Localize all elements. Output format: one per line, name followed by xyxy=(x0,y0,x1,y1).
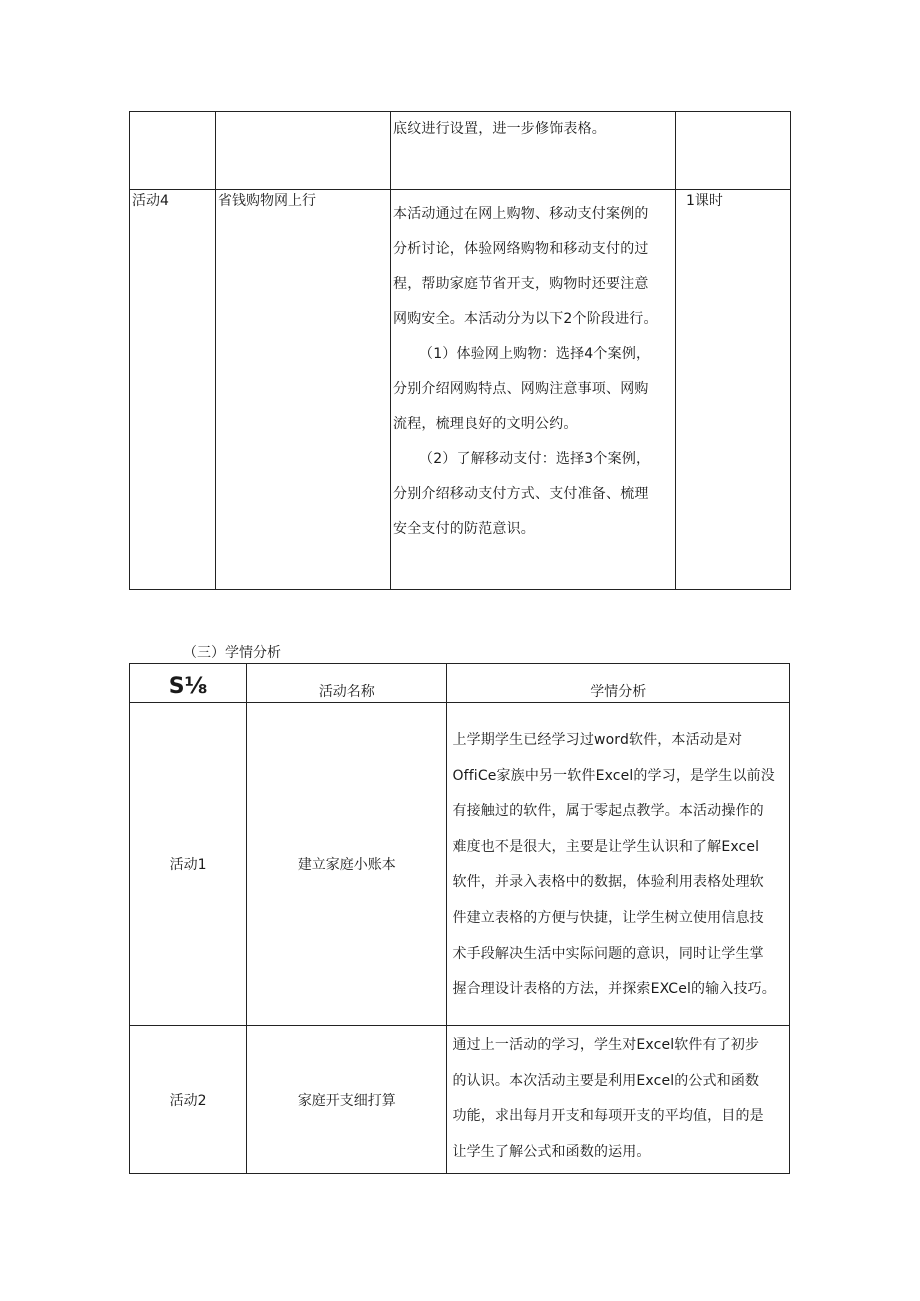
activity-name-cell xyxy=(247,1026,447,1174)
table-row xyxy=(130,703,790,1026)
analysis-cell xyxy=(447,703,790,1026)
header-cell xyxy=(447,664,790,703)
desc-line: 分析讨论，体验网络购物和移动支付的过 xyxy=(393,241,649,257)
analysis-line: 通过上一活动的学习，学生对Excel软件有了初步 xyxy=(452,1037,760,1053)
table-row xyxy=(130,190,791,590)
analysis-line: 件建立表格的方便与快捷，让学生树立使用信息技 xyxy=(452,909,764,926)
analysis-line: 的认识。本次活动主要是利用Excel的公式和函数 xyxy=(452,1072,760,1089)
analysis-cell xyxy=(447,1026,790,1174)
activity-hours: 1课时 xyxy=(686,193,723,209)
activity-name: 家庭开支细打算 xyxy=(297,1092,396,1109)
table-row xyxy=(130,1026,790,1174)
header-label: S⅛ xyxy=(168,674,208,699)
activity-name-cell xyxy=(216,112,391,190)
table-header-row xyxy=(130,664,790,703)
analysis-line: 握合理设计表格的方法，并探索EXCel的输入技巧。 xyxy=(452,981,776,998)
desc-line: 分别介绍移动支付方式、支付准备、梳理 xyxy=(393,486,649,502)
desc-line: 底纹进行设置，进一步修饰表格。 xyxy=(393,121,606,137)
analysis-line: 功能，求出每月开支和每项开支的平均值，目的是 xyxy=(452,1108,764,1125)
analysis-line: 有接触过的软件，属于零起点教学。本活动操作的 xyxy=(452,803,764,820)
desc-line: 安全支付的防范意识。 xyxy=(393,521,535,537)
analysis-line: 上学期学生已经学习过word软件，本活动是对 xyxy=(452,732,743,748)
analysis-line: OffiCe家族中另一软件Excel的学习，是学生以前没 xyxy=(452,767,775,784)
activity-id: 活动1 xyxy=(169,857,207,873)
activity-id-cell xyxy=(130,1026,247,1174)
activity-desc-cell xyxy=(391,190,676,590)
activity-desc-cell xyxy=(391,112,676,190)
desc-line: 流程，梳理良好的文明公约。 xyxy=(393,416,578,432)
header-label: 学情分析 xyxy=(590,684,647,700)
header-cell xyxy=(247,664,447,703)
analysis-line: 术手段解决生活中实际问题的意识，同时让学生掌 xyxy=(452,945,764,962)
table-row xyxy=(130,112,791,190)
desc-line: （1）体验网上购物：选择4个案例， xyxy=(419,346,651,362)
analysis-line: 难度也不是很大，主要是让学生认识和了解Excel xyxy=(452,838,760,855)
desc-line: 本活动通过在网上购物、移动支付案例的 xyxy=(393,206,649,222)
section-heading: （三）学情分析 xyxy=(183,645,281,661)
analysis-table xyxy=(129,663,790,1174)
activity-name-cell xyxy=(247,703,447,1026)
header-label: 活动名称 xyxy=(318,684,375,700)
activity-id-cell xyxy=(130,190,216,590)
desc-line: 程，帮助家庭节省开支，购物时还要注意 xyxy=(393,276,649,292)
header-cell xyxy=(130,664,247,703)
activity-table xyxy=(129,111,791,590)
analysis-line: 让学生了解公式和函数的运用。 xyxy=(452,1143,651,1160)
activity-hours-cell xyxy=(676,190,791,590)
desc-line: （2）了解移动支付：选择3个案例， xyxy=(419,451,651,467)
activity-hours-cell xyxy=(676,112,791,190)
activity-id-cell xyxy=(130,703,247,1026)
activity-name-cell xyxy=(216,190,391,590)
activity-id: 活动4 xyxy=(132,193,169,209)
desc-line: 网购安全。本活动分为以下2个阶段进行。 xyxy=(393,311,658,327)
activity-name: 建立家庭小账本 xyxy=(297,857,396,873)
activity-id-cell xyxy=(130,112,216,190)
desc-line: 分别介绍网购特点、网购注意事项、网购 xyxy=(393,381,649,397)
activity-name: 省钱购物网上行 xyxy=(218,193,316,209)
activity-id: 活动2 xyxy=(169,1092,207,1109)
analysis-line: 软件，并录入表格中的数据，体验利用表格处理软 xyxy=(452,874,764,891)
